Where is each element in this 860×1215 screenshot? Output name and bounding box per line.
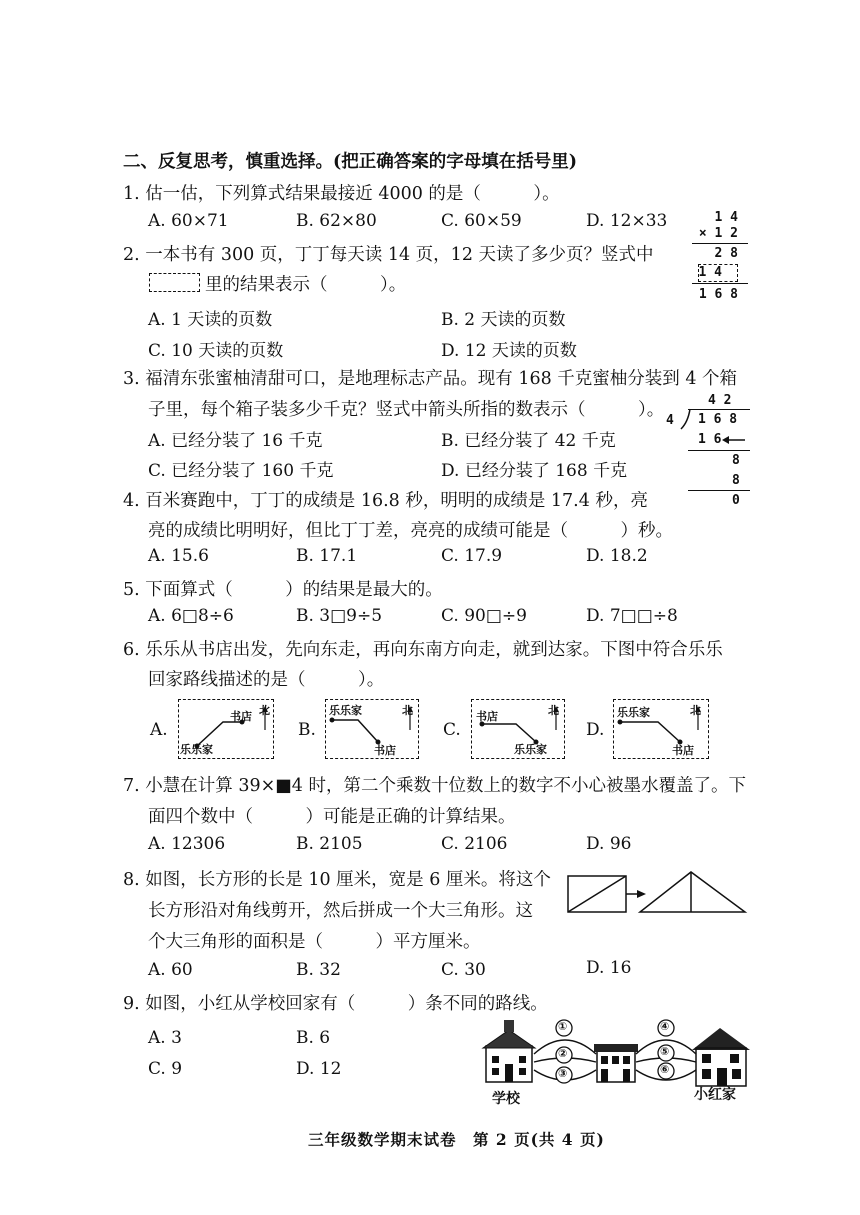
q8-option-c: C. 30 <box>441 960 486 980</box>
q6-letter-a: A. <box>150 720 168 740</box>
q9-option-b: B. 6 <box>296 1028 331 1048</box>
division-bracket <box>680 408 692 430</box>
q4-option-a: A. 15.6 <box>148 546 209 566</box>
route-2-number: ② <box>558 1047 568 1060</box>
home-label: 乐乐家 <box>617 706 650 719</box>
q3-line1: 3. 福清东张蜜柚清甜可口，是地理标志产品。现有 168 千克蜜柚分装到 4 个箱 <box>123 369 738 389</box>
q3-line2: 子里，每个箱子装多少千克？竖式中箭头所指的数表示（ ）。 <box>148 400 665 420</box>
q2-line1: 2. 一本书有 300 页，丁丁每天读 14 页，12 天读了多少页？竖式中 <box>123 245 654 265</box>
q2-option-d: D. 12 天读的页数 <box>441 341 577 361</box>
route-6-number: ⑥ <box>660 1063 670 1076</box>
calc-line <box>692 243 748 244</box>
calc-dividend: 1 6 8 <box>698 412 738 427</box>
home-building-icon <box>692 1028 750 1086</box>
calc-step: 1 6 <box>698 432 722 447</box>
route-3-number: ③ <box>558 1067 568 1080</box>
q7-line2: 面四个数中（ ）可能是正确的计算结果。 <box>148 807 516 827</box>
q2-option-c: C. 10 天读的页数 <box>148 341 284 361</box>
school-label: 学校 <box>492 1091 520 1107</box>
route-1-number: ① <box>558 1020 568 1033</box>
section-title: 二、反复思考，慎重选择。(把正确答案的字母填在括号里) <box>123 152 578 172</box>
route-4-number: ④ <box>660 1020 670 1033</box>
q5-option-a: A. 6□8÷6 <box>148 606 234 626</box>
q6-letter-c: C. <box>443 720 461 740</box>
school-icon <box>483 1020 535 1082</box>
calc-quotient: 4 2 <box>708 393 732 408</box>
q3-option-b: B. 已经分装了 42 千克 <box>441 431 616 451</box>
route-diagram-c <box>471 699 565 759</box>
q1-stem: 1. 估一估，下列算式结果最接近 4000 的是（ ）。 <box>123 184 560 204</box>
q1-option-c: C. 60×59 <box>441 211 522 231</box>
q6-line1: 6. 乐乐从书店出发，先向东走，再向东南方向走，就到达家。下图中符合乐乐 <box>123 640 723 660</box>
calc-step: 8 <box>732 473 740 488</box>
q1-option-d: D. 12×33 <box>586 211 668 231</box>
calc-line <box>688 409 750 410</box>
q9-option-d: D. 12 <box>296 1059 342 1079</box>
q8-line1: 8. 如图，长方形的长是 10 厘米，宽是 6 厘米。将这个 <box>123 870 551 890</box>
q5-option-c: C. 90□÷9 <box>441 606 527 626</box>
q6-line2: 回家路线描述的是（ ）。 <box>148 670 385 690</box>
q9-option-a: A. 3 <box>148 1028 182 1048</box>
q6-letter-b: B. <box>298 720 316 740</box>
q5-option-d: D. 7□□÷8 <box>586 606 678 626</box>
q4-option-b: B. 17.1 <box>296 546 358 566</box>
q7-line1: 7. 小慧在计算 39×■4 时，第二个乘数十位数上的数字不小心被墨水覆盖了。下 <box>123 776 746 796</box>
store-label: 书店 <box>230 710 252 723</box>
q2-option-b: B. 2 天读的页数 <box>441 310 566 330</box>
calc-divisor: 4 <box>666 413 674 428</box>
calc-row: 1 6 8 <box>698 287 738 302</box>
q4-line1: 4. 百米赛跑中，丁丁的成绩是 16.8 秒，明明的成绩是 17.4 秒，亮 <box>123 491 648 511</box>
q9-route-map <box>480 1014 760 1110</box>
rectangle-to-triangle-figure <box>566 868 748 918</box>
q1-option-a: A. 60×71 <box>148 211 229 231</box>
q9-option-c: C. 9 <box>148 1059 183 1079</box>
home-label: 乐乐家 <box>180 743 213 756</box>
store-label: 书店 <box>476 710 498 723</box>
route-diagram-a <box>178 699 274 759</box>
q5-stem: 5. 下面算式（ ）的结果是最大的。 <box>123 580 443 600</box>
route-diagram-d <box>613 699 709 759</box>
calc-line <box>688 450 750 451</box>
calc-row: 2 8 <box>714 246 738 261</box>
store-label: 书店 <box>672 744 694 757</box>
q2-option-a: A. 1 天读的页数 <box>148 310 273 330</box>
q8-line3: 个大三角形的面积是（ ）平方厘米。 <box>148 932 481 952</box>
arrow-icon <box>722 435 746 445</box>
north-label: 北 <box>402 704 413 717</box>
calc-line <box>688 490 750 491</box>
middle-building-icon <box>594 1044 638 1082</box>
q6-letter-d: D. <box>586 720 605 740</box>
q7-option-a: A. 12306 <box>148 834 226 854</box>
calc-step: 8 <box>732 453 740 468</box>
calc-row: 1 4 <box>698 265 722 280</box>
calc-row: 1 4 <box>714 210 738 225</box>
north-label: 北 <box>690 704 701 717</box>
q8-line2: 长方形沿对角线剪开，然后拼成一个大三角形。这 <box>148 901 533 921</box>
q8-option-b: B. 32 <box>296 960 341 980</box>
q2-multiplication <box>690 210 748 310</box>
q3-option-a: A. 已经分装了 16 千克 <box>148 431 323 451</box>
calc-row: × 1 2 <box>698 226 738 241</box>
q3-option-d: D. 已经分装了 168 千克 <box>441 461 628 481</box>
q2-line2: 里的结果表示（ ）。 <box>205 275 407 295</box>
q7-option-c: C. 2106 <box>441 834 508 854</box>
north-label: 北 <box>259 704 270 717</box>
q8-option-a: A. 60 <box>148 960 193 980</box>
q8-option-d: D. 16 <box>586 958 632 978</box>
q4-line2: 亮的成绩比明明好，但比丁丁差，亮亮的成绩可能是（ ）秒。 <box>148 521 673 541</box>
dashed-box <box>149 273 200 292</box>
route-5-number: ⑤ <box>660 1045 670 1058</box>
route-diagram-b <box>325 699 419 759</box>
q7-option-b: B. 2105 <box>296 834 363 854</box>
home-label: 乐乐家 <box>514 743 547 756</box>
home-label: 小红家 <box>694 1087 736 1103</box>
q3-option-c: C. 已经分装了 160 千克 <box>148 461 334 481</box>
q3-division <box>664 393 754 511</box>
home-label: 乐乐家 <box>329 704 362 717</box>
q4-option-d: D. 18.2 <box>586 546 648 566</box>
q9-stem: 9. 如图，小红从学校回家有（ ）条不同的路线。 <box>123 994 548 1014</box>
q4-option-c: C. 17.9 <box>441 546 503 566</box>
q7-option-d: D. 96 <box>586 834 632 854</box>
page-footer: 三年级数学期末试卷 第 2 页(共 4 页) <box>308 1130 605 1149</box>
store-label: 书店 <box>374 744 396 757</box>
calc-remainder: 0 <box>732 493 740 508</box>
q1-option-b: B. 62×80 <box>296 211 377 231</box>
calc-line <box>692 283 748 284</box>
north-label: 北 <box>548 704 559 717</box>
q5-option-b: B. 3□9÷5 <box>296 606 383 626</box>
